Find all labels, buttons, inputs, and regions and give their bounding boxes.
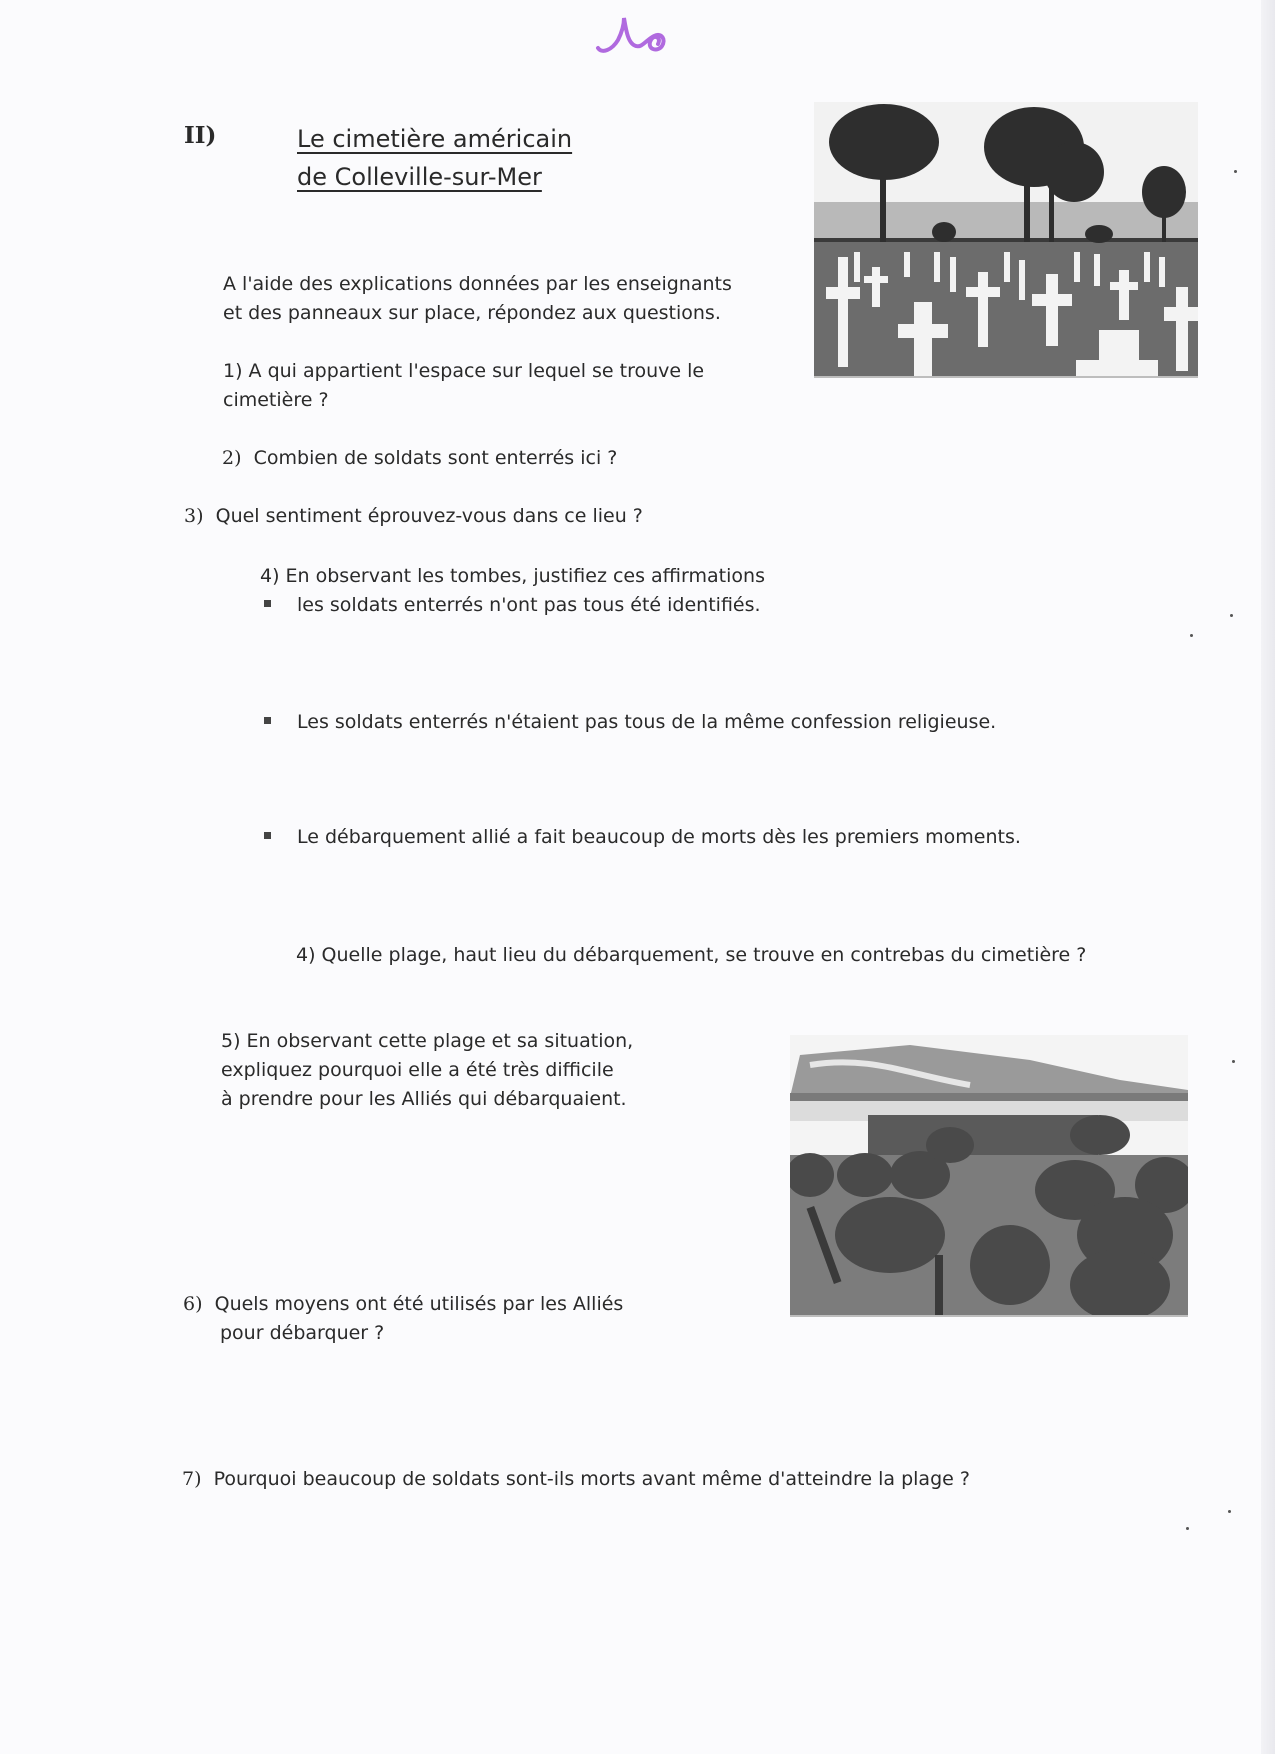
scan-speck — [1232, 1060, 1235, 1063]
handwritten-mark — [592, 10, 672, 58]
bullet-item — [264, 708, 996, 737]
cemetery-photo — [814, 102, 1198, 378]
bullet-icon — [264, 832, 271, 839]
question-4-beach: 4) Quelle plage, haut lieu du débarquement, se trouve en contrebas du cimetière ? — [296, 944, 1087, 966]
bullet-item — [264, 591, 761, 620]
scan-edge — [1261, 0, 1275, 1754]
section-title-line1: Le cimetière américain — [297, 125, 573, 153]
question-2-text: Combien de soldats sont enterrés ici ? — [253, 447, 618, 469]
section-title-line2: de Colleville-sur-Mer — [297, 163, 542, 191]
question-5-line1: 5) En observant cette plage et sa situation, — [221, 1030, 634, 1052]
section-title — [297, 120, 572, 196]
scan-speck — [1228, 1510, 1231, 1513]
question-6-line1 — [183, 1290, 623, 1319]
scan-speck — [1234, 170, 1237, 173]
question-2 — [222, 444, 617, 473]
section-number: II) — [184, 122, 217, 149]
question-3-text: Quel sentiment éprouvez-vous dans ce lieu ? — [215, 505, 643, 527]
question-3 — [184, 502, 643, 531]
landing-craft-drawing — [790, 1035, 1188, 1315]
question-3-number: 3) — [184, 505, 204, 527]
cemetery-photo-drawing — [814, 102, 1198, 376]
question-7-number: 7) — [182, 1468, 202, 1490]
scan-speck — [1190, 634, 1193, 637]
question-1-line2: cimetière ? — [223, 389, 329, 411]
bullet-icon — [264, 717, 271, 724]
bullet-item — [264, 823, 1021, 852]
landing-craft-photo — [790, 1035, 1188, 1317]
question-7-text: Pourquoi beaucoup de soldats sont-ils morts avant même d'atteindre la plage ? — [213, 1468, 970, 1490]
question-7 — [182, 1465, 970, 1494]
question-6-number: 6) — [183, 1293, 203, 1315]
question-5-line2: expliquez pourquoi elle a été très difficile — [221, 1059, 614, 1081]
bullet-icon — [264, 600, 271, 607]
question-6-text: Quels moyens ont été utilisés par les Alliés — [214, 1293, 624, 1315]
scan-speck — [1186, 1527, 1189, 1530]
question-6-line2: pour débarquer ? — [220, 1322, 385, 1344]
question-4-observe: 4) En observant les tombes, justifiez ces affirmations — [260, 565, 765, 587]
bullet-text: les soldats enterrés n'ont pas tous été identifiés. — [297, 594, 761, 616]
intro-line1: A l'aide des explications données par les enseignants — [223, 273, 732, 295]
question-1-line1: 1) A qui appartient l'espace sur lequel se trouve le — [223, 360, 705, 382]
scan-speck — [1230, 614, 1233, 617]
question-2-number: 2) — [222, 447, 242, 469]
bullet-text: Les soldats enterrés n'étaient pas tous de la même confession religieuse. — [297, 711, 997, 733]
question-5-line3: à prendre pour les Alliés qui débarquaient. — [221, 1088, 627, 1110]
bullet-text: Le débarquement allié a fait beaucoup de morts dès les premiers moments. — [297, 826, 1021, 848]
intro-line2: et des panneaux sur place, répondez aux questions. — [223, 302, 721, 324]
